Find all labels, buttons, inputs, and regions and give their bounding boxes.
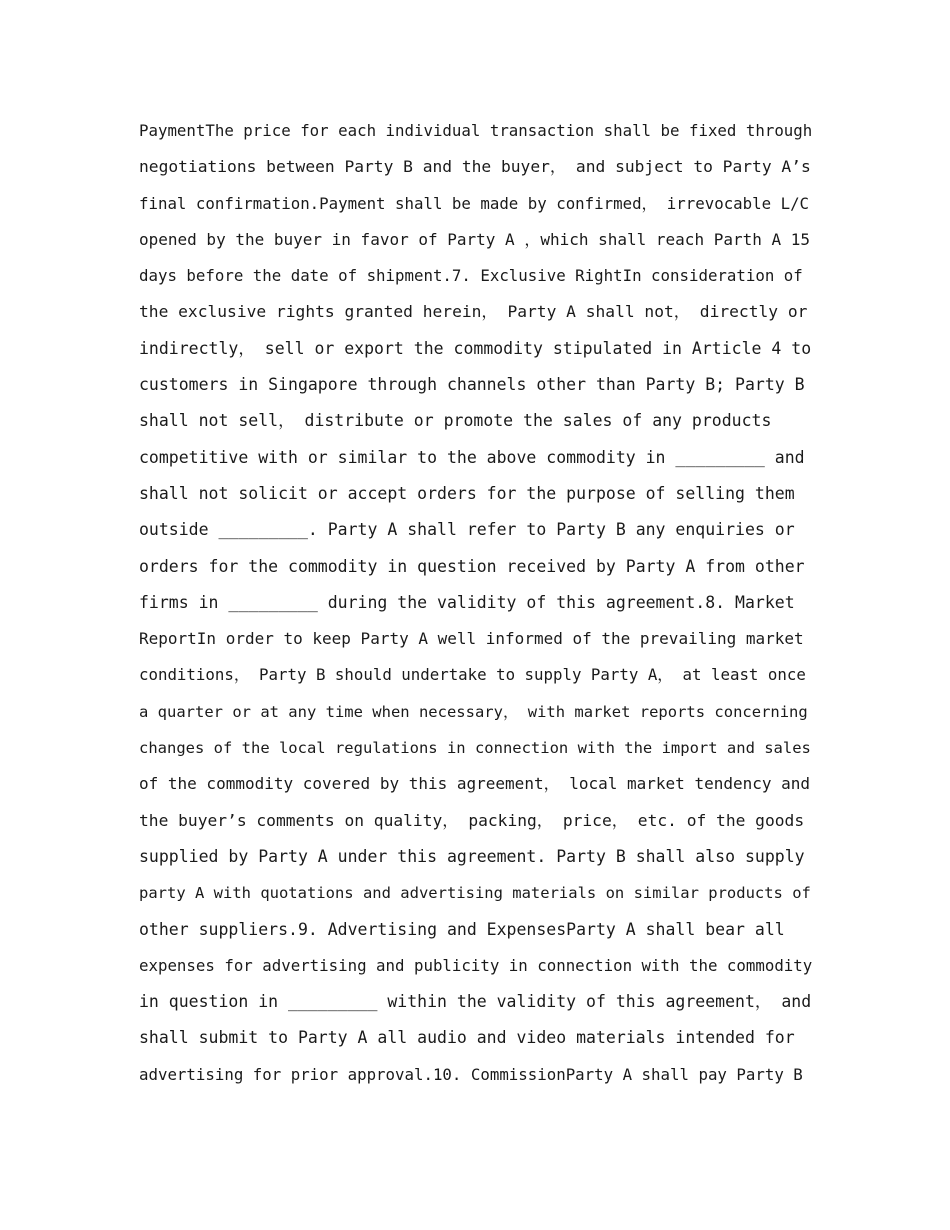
text-line: the buyer’s comments on quality， packing， price， etc. of the goods [139,810,805,830]
text-line: indirectly， sell or export the commodity stipulated in Article 4 to [139,338,812,358]
text-line: a quarter or at any time when necessary， with market reports concerning [139,702,808,721]
text-line: supplied by Party A under this agreement. Party B shall also supply [139,846,805,866]
text-line: negotiations between Party B and the buyer， and subject to Party A’s [139,157,811,177]
text-line: other suppliers.9. Advertising and ExpensesParty A shall bear all [139,919,785,939]
text-line: the exclusive rights granted herein， Party A shall not， directly or [139,302,808,322]
text-line: advertising for prior approval.10. CommissionParty A shall pay Party B [139,1064,803,1084]
text-line: shall not solicit or accept orders for the purpose of selling them [139,483,795,503]
text-line: firms in _________ during the validity of this agreement.8. Market [139,592,795,612]
text-line: outside _________. Party A shall refer to Party B any enquiries or [139,520,795,540]
text-line: expenses for advertising and publicity in connection with the commodity [139,955,812,975]
text-line: final confirmation.Payment shall be made by confirmed， irrevocable L/C [139,193,810,213]
text-line: conditions， Party B should undertake to supply Party A， at least once [139,665,806,685]
contract-text-block [139,113,812,1093]
text-line: of the commodity covered by this agreement， local market tendency and [139,774,811,794]
text-line: in question in _________ within the validity of this agreement， and [139,992,812,1012]
text-line: customers in Singapore through channels other than Party B; Party B [139,375,805,395]
text-line: days before the date of shipment.7. Exclusive RightIn consideration of [139,266,803,286]
text-line: shall submit to Party A all audio and video materials intended for [139,1028,795,1048]
text-line: opened by the buyer in favor of Party A ，which shall reach Parth A 15 [139,229,811,249]
text-line: competitive with or similar to the above commodity in _________ and [139,447,805,467]
text-line: ReportIn order to keep Party A well informed of the prevailing market [139,629,804,649]
text-line: orders for the commodity in question received by Party A from other [139,556,805,576]
text-line: PaymentThe price for each individual transaction shall be fixed through [139,121,812,140]
text-line: changes of the local regulations in connection with the import and sales [139,739,811,758]
text-line: party A with quotations and advertising materials on similar products of [139,884,811,903]
text-line: shall not sell， distribute or promote the sales of any products [139,411,772,431]
